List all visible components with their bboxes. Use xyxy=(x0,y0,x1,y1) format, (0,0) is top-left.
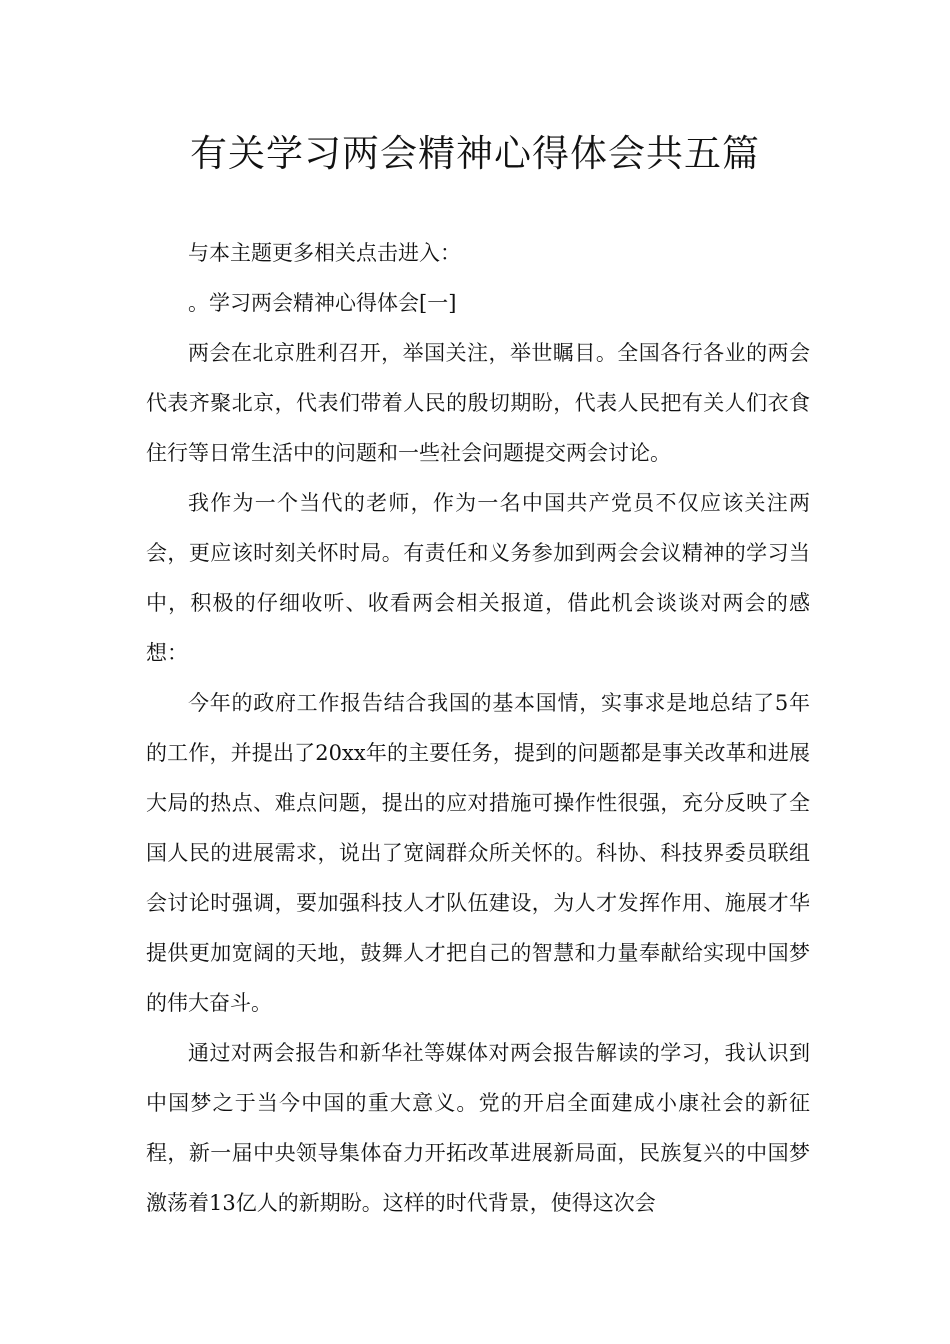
paragraph: 我作为一个当代的老师，作为一名中国共产党员不仅应该关注两会，更应该时刻关怀时局。有责任和义务参加到两会会议精神的学习当中，积极的仔细收听、收看两会相关报道，借此机会谈谈对两会的感想： xyxy=(146,491,810,665)
section-heading-link[interactable]: 。学习两会精神心得体会[一] xyxy=(188,291,457,315)
paragraph: 两会在北京胜利召开，举国关注，举世瞩目。全国各行各业的两会代表齐聚北京，代表们带着人民的殷切期盼，代表人民把有关人们衣食住行等日常生活中的问题和一些社会问题提交两会讨论。 xyxy=(146,341,810,465)
paragraph: 今年的政府工作报告结合我国的基本国情，实事求是地总结了5年的工作，并提出了20xx年的主要任务，提到的问题都是事关改革和进展大局的热点、难点问题，提出的应对措施可操作性很强，充分反映了全国人民的进展需求，说出了宽阔群众所关怀的。科协、科技界委员联组会讨论时强调，要加强科技人才队伍建设，为人才发挥作用、施展才华提供更加宽阔的天地，鼓舞人才把自己的智慧和力量奉献给实现中国梦的伟大奋斗。 xyxy=(146,691,810,1015)
page-title: 有关学习两会精神心得体会共五篇 xyxy=(190,132,760,175)
document-body xyxy=(146,228,810,1228)
related-topics-intro: 与本主题更多相关点击进入： xyxy=(188,241,461,265)
paragraph: 通过对两会报告和新华社等媒体对两会报告解读的学习，我认识到中国梦之于当今中国的重大意义。党的开启全面建成小康社会的新征程，新一届中央领导集体奋力开拓改革进展新局面，民族复兴的中国梦激荡着13亿人的新期盼。这样的时代背景，使得这次会 xyxy=(146,1041,810,1215)
